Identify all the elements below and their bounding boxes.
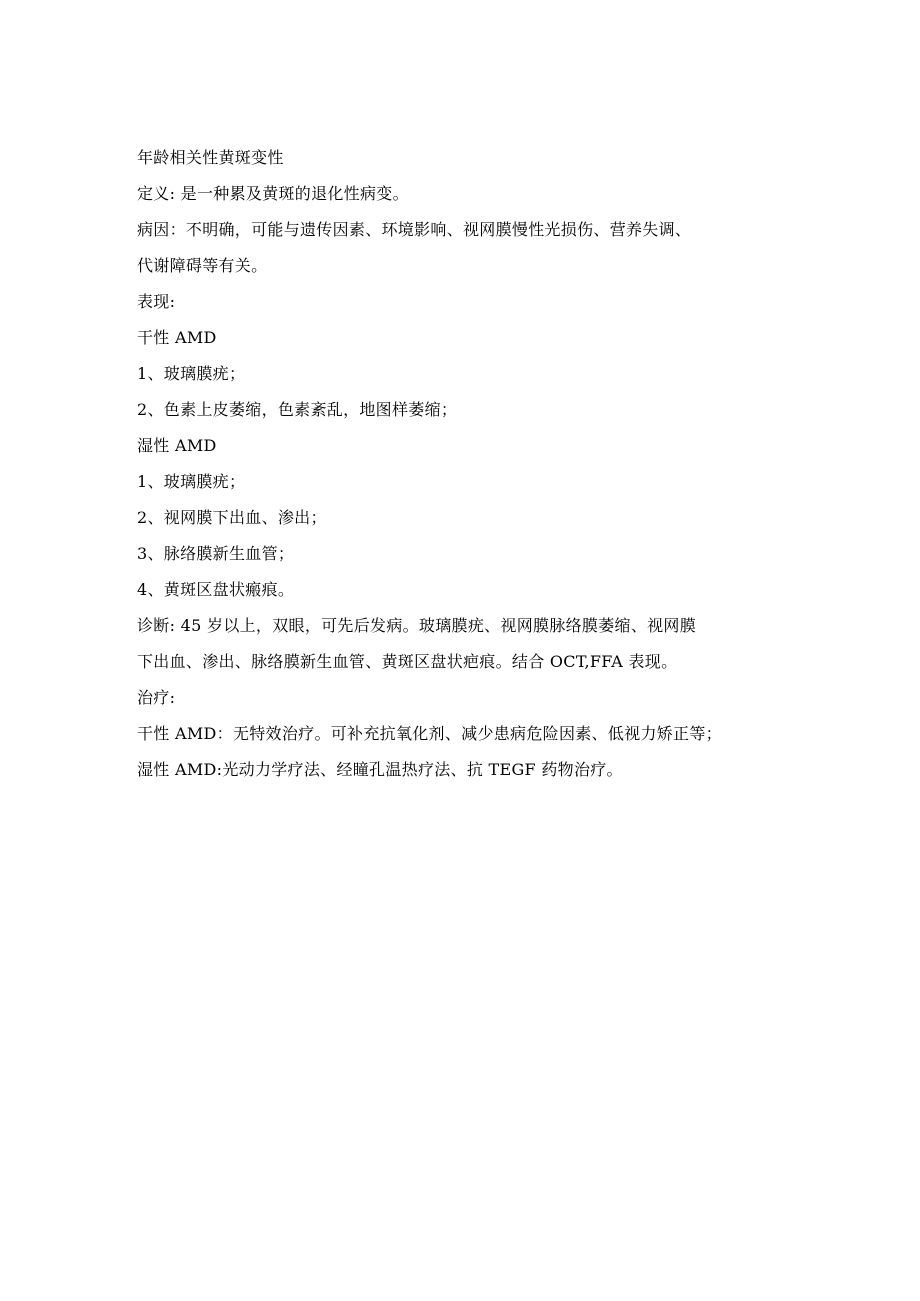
definition-line: [137, 176, 777, 212]
definition-text: : 是一种累及黄斑的退化性病变。: [169, 184, 409, 203]
wet-amd-item: 1、玻璃膜疣；: [137, 472, 246, 491]
treatment-wet: 湿性 AMD:光动力学疗法、经瞳孔温热疗法、抗 TEGF 药物治疗。: [137, 760, 623, 779]
etiology-line-2: 代谢障碍等有关。: [137, 256, 268, 275]
definition-label: 定义: [137, 184, 170, 203]
treatment-label: 治疗: [137, 688, 170, 707]
dry-amd-item: 2、色素上皮萎缩，色素紊乱，地图样萎缩；: [137, 400, 458, 419]
treatment-heading: [137, 680, 777, 716]
etiology-line-1: 病因：不明确，可能与遗传因素、环境影响、视网膜慢性光损伤、营养失调、: [137, 220, 692, 239]
document-body: [137, 140, 777, 788]
diagnosis-line-1: [137, 608, 777, 644]
dry-amd-item: 1、玻璃膜疣；: [137, 364, 246, 383]
manifestation-colon: :: [169, 292, 176, 311]
manifestation-label: 表现: [137, 292, 170, 311]
dry-amd-title: 干性 AMD: [137, 328, 217, 347]
wet-amd-item: 3、脉络膜新生血管；: [137, 544, 295, 563]
document-title: 年龄相关性黄斑变性: [137, 148, 284, 167]
treatment-dry: 干性 AMD：无特效治疗。可补充抗氧化剂、减少患病危险因素、低视力矫正等；: [137, 724, 722, 743]
diagnosis-label: 诊断: [137, 616, 170, 635]
diagnosis-line-2: 下出血、渗出、脉络膜新生血管、黄斑区盘状疤痕。结合 OCT,FFA 表现。: [137, 652, 678, 671]
manifestation-heading: [137, 284, 777, 320]
diagnosis-text: : 45 岁以上，双眼，可先后发病。玻璃膜疣、视网膜脉络膜萎缩、视网膜: [169, 616, 697, 635]
wet-amd-item: 4、黄斑区盘状瘢痕。: [137, 580, 295, 599]
treatment-colon: :: [169, 688, 176, 707]
wet-amd-item: 2、视网膜下出血、渗出；: [137, 508, 327, 527]
wet-amd-title: 湿性 AMD: [137, 436, 217, 455]
